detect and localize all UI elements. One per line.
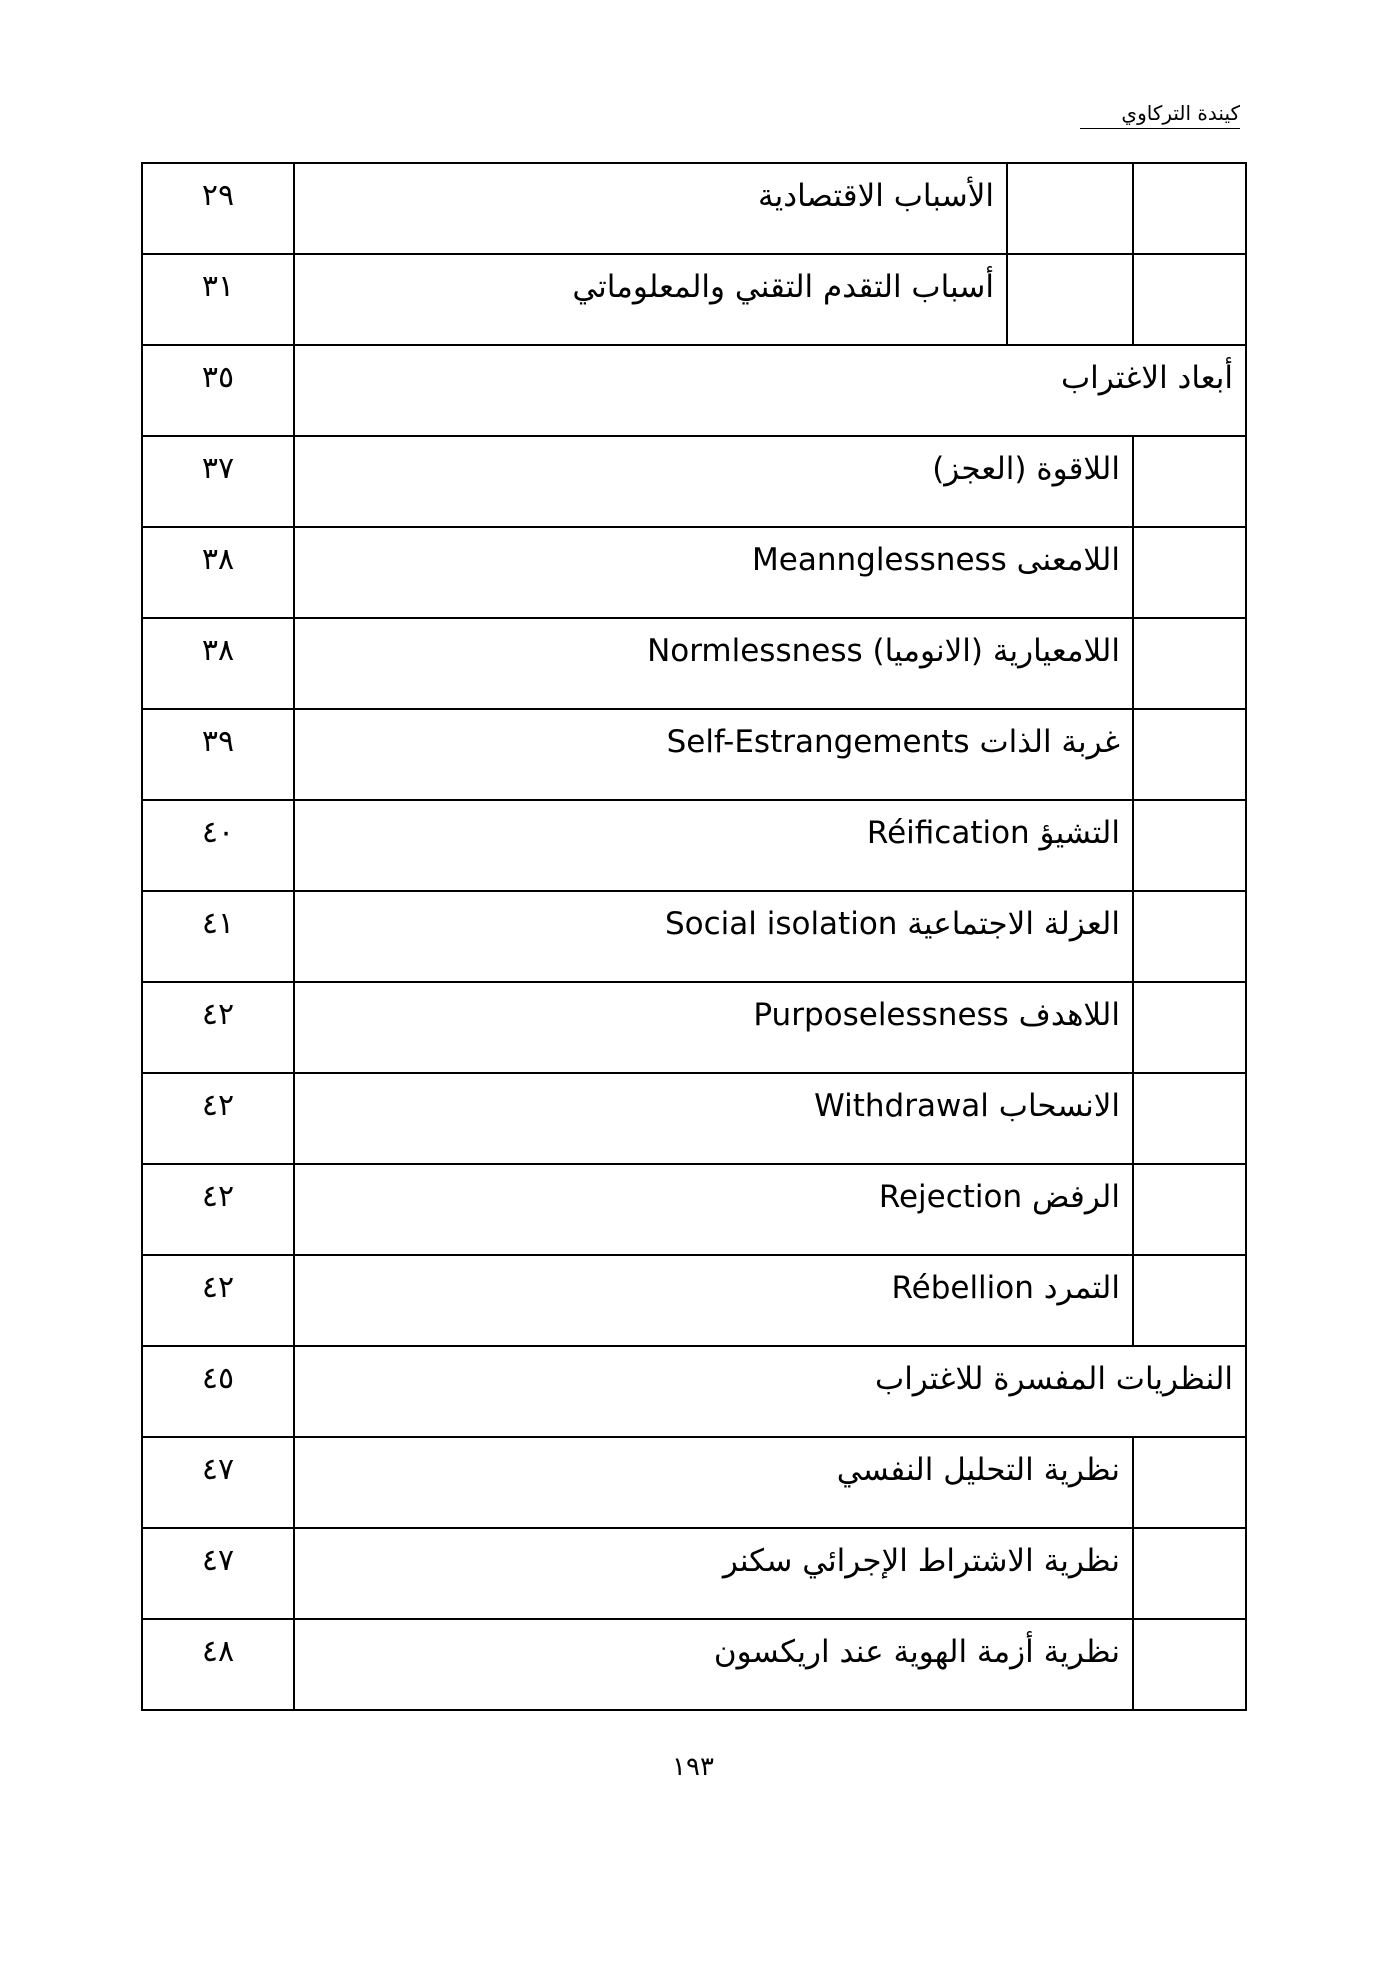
entry-cell	[294, 1619, 1133, 1710]
entry-cell	[294, 800, 1133, 891]
page-number-cell	[142, 1528, 294, 1619]
entry-cell	[294, 1346, 1246, 1437]
page-number-cell	[142, 1255, 294, 1346]
running-header: كيندة التركاوي	[1080, 98, 1240, 129]
page-number: ٤٢	[201, 997, 235, 1032]
page-number-cell	[142, 709, 294, 800]
indent-cell	[1133, 891, 1246, 982]
entry-cell	[294, 1255, 1133, 1346]
page-number-cell	[142, 891, 294, 982]
indent-cell	[1133, 1528, 1246, 1619]
table-row	[142, 1619, 1246, 1710]
entry-cell	[294, 618, 1133, 709]
table-row	[142, 1346, 1246, 1437]
indent-cell	[1133, 618, 1246, 709]
page-number-cell	[142, 1164, 294, 1255]
page-number-cell	[142, 982, 294, 1073]
entry-cell	[294, 709, 1133, 800]
page-number: ٤٢	[201, 1270, 235, 1305]
table-row	[142, 527, 1246, 618]
indent-cell	[1133, 1437, 1246, 1528]
entry-title: اللاقوة (العجز)	[932, 451, 1120, 487]
page-number: ٤٨	[201, 1634, 235, 1669]
indent-cell	[1133, 436, 1246, 527]
entry-cell	[294, 345, 1246, 436]
table-row	[142, 618, 1246, 709]
entry-cell	[294, 982, 1133, 1073]
entry-cell	[294, 1528, 1133, 1619]
page-number-cell	[142, 436, 294, 527]
page-number: ٤٠	[201, 815, 235, 850]
table-row	[142, 1073, 1246, 1164]
indent-cell	[1133, 709, 1246, 800]
entry-cell	[294, 163, 1007, 254]
page-number: ٣٥	[201, 360, 235, 395]
indent-cell	[1133, 1255, 1246, 1346]
table-row	[142, 163, 1246, 254]
page-number-cell	[142, 618, 294, 709]
table-row	[142, 436, 1246, 527]
page-number: ٤١	[201, 906, 235, 941]
table-row	[142, 709, 1246, 800]
page-number: ٣٩	[201, 724, 235, 759]
entry-title: غربة الذات Self-Estrangements	[666, 724, 1120, 760]
page-number-cell	[142, 163, 294, 254]
page-number-cell	[142, 345, 294, 436]
indent-cell	[1007, 254, 1133, 345]
table-row	[142, 1255, 1246, 1346]
entry-cell	[294, 1437, 1133, 1528]
table-row	[142, 1437, 1246, 1528]
page-number-cell	[142, 527, 294, 618]
entry-cell	[294, 1073, 1133, 1164]
indent-cell	[1007, 163, 1133, 254]
page-number: ٣٧	[201, 451, 235, 486]
entry-title: التمرد Rébellion	[891, 1270, 1120, 1306]
entry-cell	[294, 254, 1007, 345]
table-row	[142, 1164, 1246, 1255]
page-number-cell	[142, 1346, 294, 1437]
table-row	[142, 982, 1246, 1073]
table-row	[142, 345, 1246, 436]
page-number: ٣٨	[201, 633, 235, 668]
table-row	[142, 800, 1246, 891]
page-number-cell	[142, 1073, 294, 1164]
page-number: ٤٧	[201, 1452, 235, 1487]
table-of-contents	[141, 162, 1247, 1711]
entry-title: أسباب التقدم التقني والمعلوماتي	[572, 269, 994, 305]
table-row	[142, 1528, 1246, 1619]
table-row	[142, 891, 1246, 982]
entry-title: اللاهدف Purposelessness	[753, 997, 1120, 1033]
page-number: ٢٩	[201, 178, 235, 213]
entry-title: الأسباب الاقتصادية	[758, 178, 994, 214]
page-footer-number: ١٩٣	[672, 1752, 714, 1782]
page-number: ٣١	[201, 269, 235, 304]
section-title: أبعاد الاغتراب	[1060, 360, 1233, 396]
entry-cell	[294, 891, 1133, 982]
entry-title: نظرية الاشتراط الإجرائي سكنر	[722, 1543, 1120, 1579]
entry-title: الانسحاب Withdrawal	[814, 1088, 1120, 1124]
page-number-cell	[142, 254, 294, 345]
page-number: ٤٢	[201, 1179, 235, 1214]
entry-cell	[294, 1164, 1133, 1255]
entry-title: العزلة الاجتماعية Social isolation	[664, 906, 1120, 942]
page-number-cell	[142, 1619, 294, 1710]
table-row	[142, 254, 1246, 345]
entry-title: نظرية التحليل النفسي	[836, 1452, 1120, 1488]
indent-cell	[1133, 254, 1246, 345]
indent-cell	[1133, 1619, 1246, 1710]
entry-title: الرفض Rejection	[878, 1179, 1120, 1215]
entry-title: اللامعيارية (الانوميا) Normlessness	[647, 633, 1120, 669]
page-number: ٤٢	[201, 1088, 235, 1123]
indent-cell	[1133, 1164, 1246, 1255]
indent-cell	[1133, 982, 1246, 1073]
entry-title: نظرية أزمة الهوية عند اريكسون	[713, 1634, 1120, 1670]
entry-cell	[294, 527, 1133, 618]
page-number: ٣٨	[201, 542, 235, 577]
section-title: النظريات المفسرة للاغتراب	[875, 1361, 1233, 1397]
indent-cell	[1133, 163, 1246, 254]
entry-cell	[294, 436, 1133, 527]
indent-cell	[1133, 1073, 1246, 1164]
page-number: ٤٥	[201, 1361, 235, 1396]
entry-title: التشيؤ Réification	[866, 815, 1120, 851]
page-number-cell	[142, 800, 294, 891]
page-number-cell	[142, 1437, 294, 1528]
entry-title: اللامعنى Meannglessness	[752, 542, 1120, 578]
page-number: ٤٧	[201, 1543, 235, 1578]
indent-cell	[1133, 527, 1246, 618]
indent-cell	[1133, 800, 1246, 891]
